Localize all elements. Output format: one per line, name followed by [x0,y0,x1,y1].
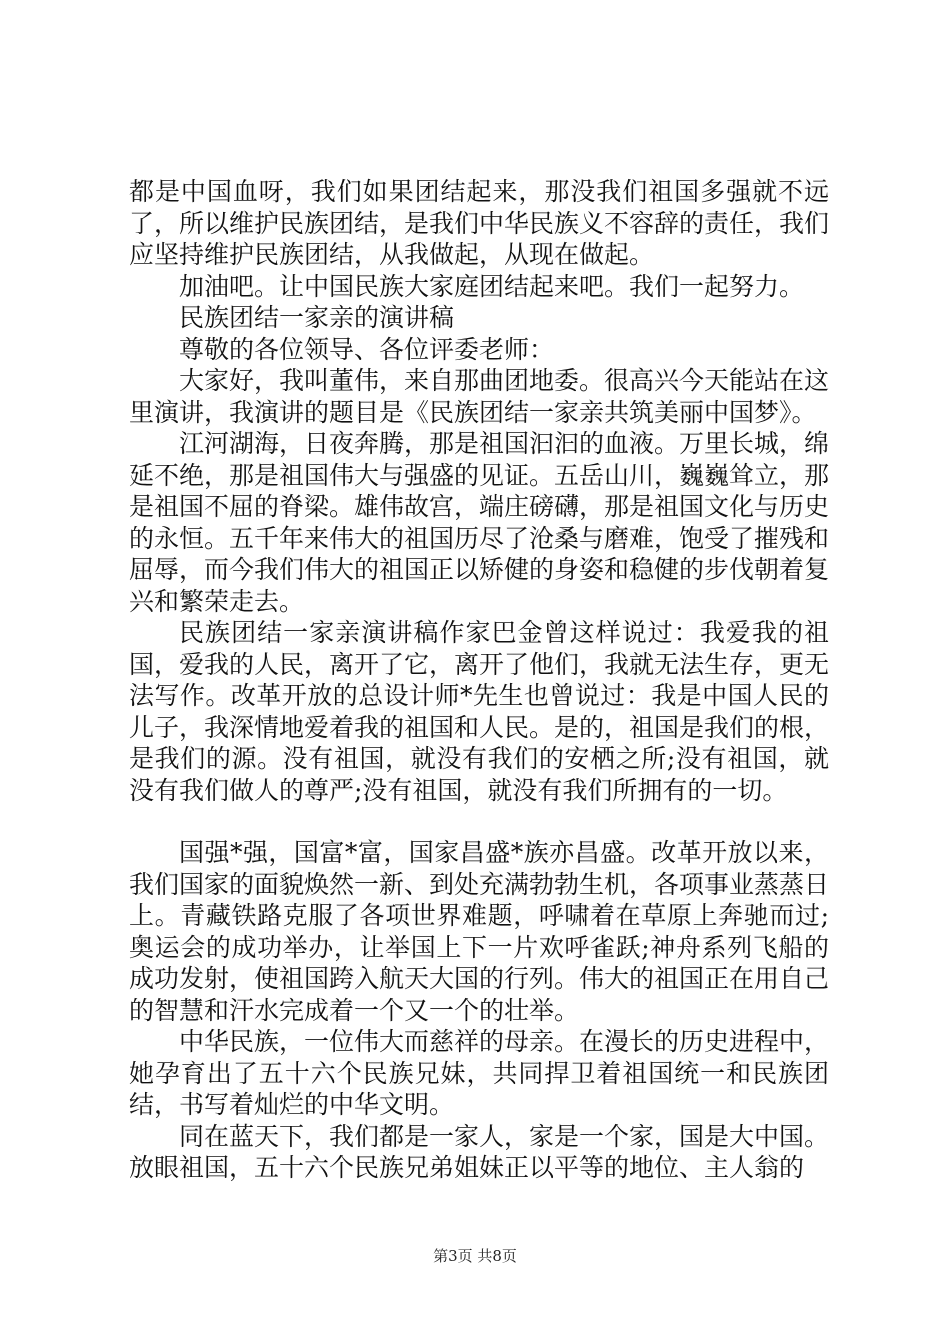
speech-title: 民族团结一家亲的演讲稿 [179,303,455,332]
paragraph-1: 都是中国血呀，我们如果团结起来，那没我们祖国多强就不远了，所以维护民族团结，是我们中华民族义不容辞的责任，我们应坚持维护民族团结，从我做起，从现在做起。 [129,177,830,269]
paragraph-5: 大家好，我叫董伟，来自那曲团地委。很高兴今天能站在这里演讲，我演讲的题目是《民族团结一家亲共筑美丽中国梦》。 [129,366,830,427]
page-number-footer: 第3页 共8页 [433,1247,517,1265]
paragraph-9: 中华民族，一位伟大而慈祥的母亲。在漫长的历史进程中，她孕育出了五十六个民族兄妹，共同捍卫着祖国统一和民族团结，书写着灿烂的中华文明。 [129,1027,830,1119]
paragraph-2: 加油吧。让中国民族大家庭团结起来吧。我们一起努力。 [179,271,805,301]
salutation: 尊敬的各位领导、各位评委老师： [179,334,555,364]
document-body [129,176,829,1184]
paragraph-10: 同在蓝天下，我们都是一家人，家是一个家，国是大中国。放眼祖国，五十六个民族兄弟姐妹正以平等的地位、主人翁的 [129,1121,830,1182]
paragraph-8: 国强*强，国富*富，国家昌盛*族亦昌盛。改革开放以来，我们国家的面貌焕然一新、到处充满勃勃生机，各项事业蒸蒸日上。青藏铁路克服了各项世界难题，呼啸着在草原上奔驰而过;奥运会的成功举办，让举国上下一片欢呼雀跃;神舟系列飞船的成功发射，使祖国跨入航天大国的行列。伟大的祖国正在用自己的智慧和汗水完成着一个又一个的壮举。 [129,838,830,1025]
paragraph-7: 民族团结一家亲演讲稿作家巴金曾这样说过：我爱我的祖国，爱我的人民，离开了它，离开了他们，我就无法生存，更无法写作。改革开放的总设计师*先生也曾说过：我是中国人民的儿子，我深情地爱着我的祖国和人民。是的，祖国是我们的根，是我们的源。没有祖国，就没有我们的安栖之所;没有祖国，就没有我们做人的尊严;没有祖国，就没有我们所拥有的一切。 [129,618,830,805]
paragraph-6: 江河湖海，日夜奔腾，那是祖国汩汩的血液。万里长城，绵延不绝，那是祖国伟大与强盛的见证。五岳山川，巍巍耸立，那是祖国不屈的脊梁。雄伟故宫，端庄磅礴，那是祖国文化与历史的永恒。五千年来伟大的祖国历尽了沧桑与磨难，饱受了摧残和屈辱，而今我们伟大的祖国正以矫健的身姿和稳健的步伐朝着复兴和繁荣走去。 [129,429,830,616]
